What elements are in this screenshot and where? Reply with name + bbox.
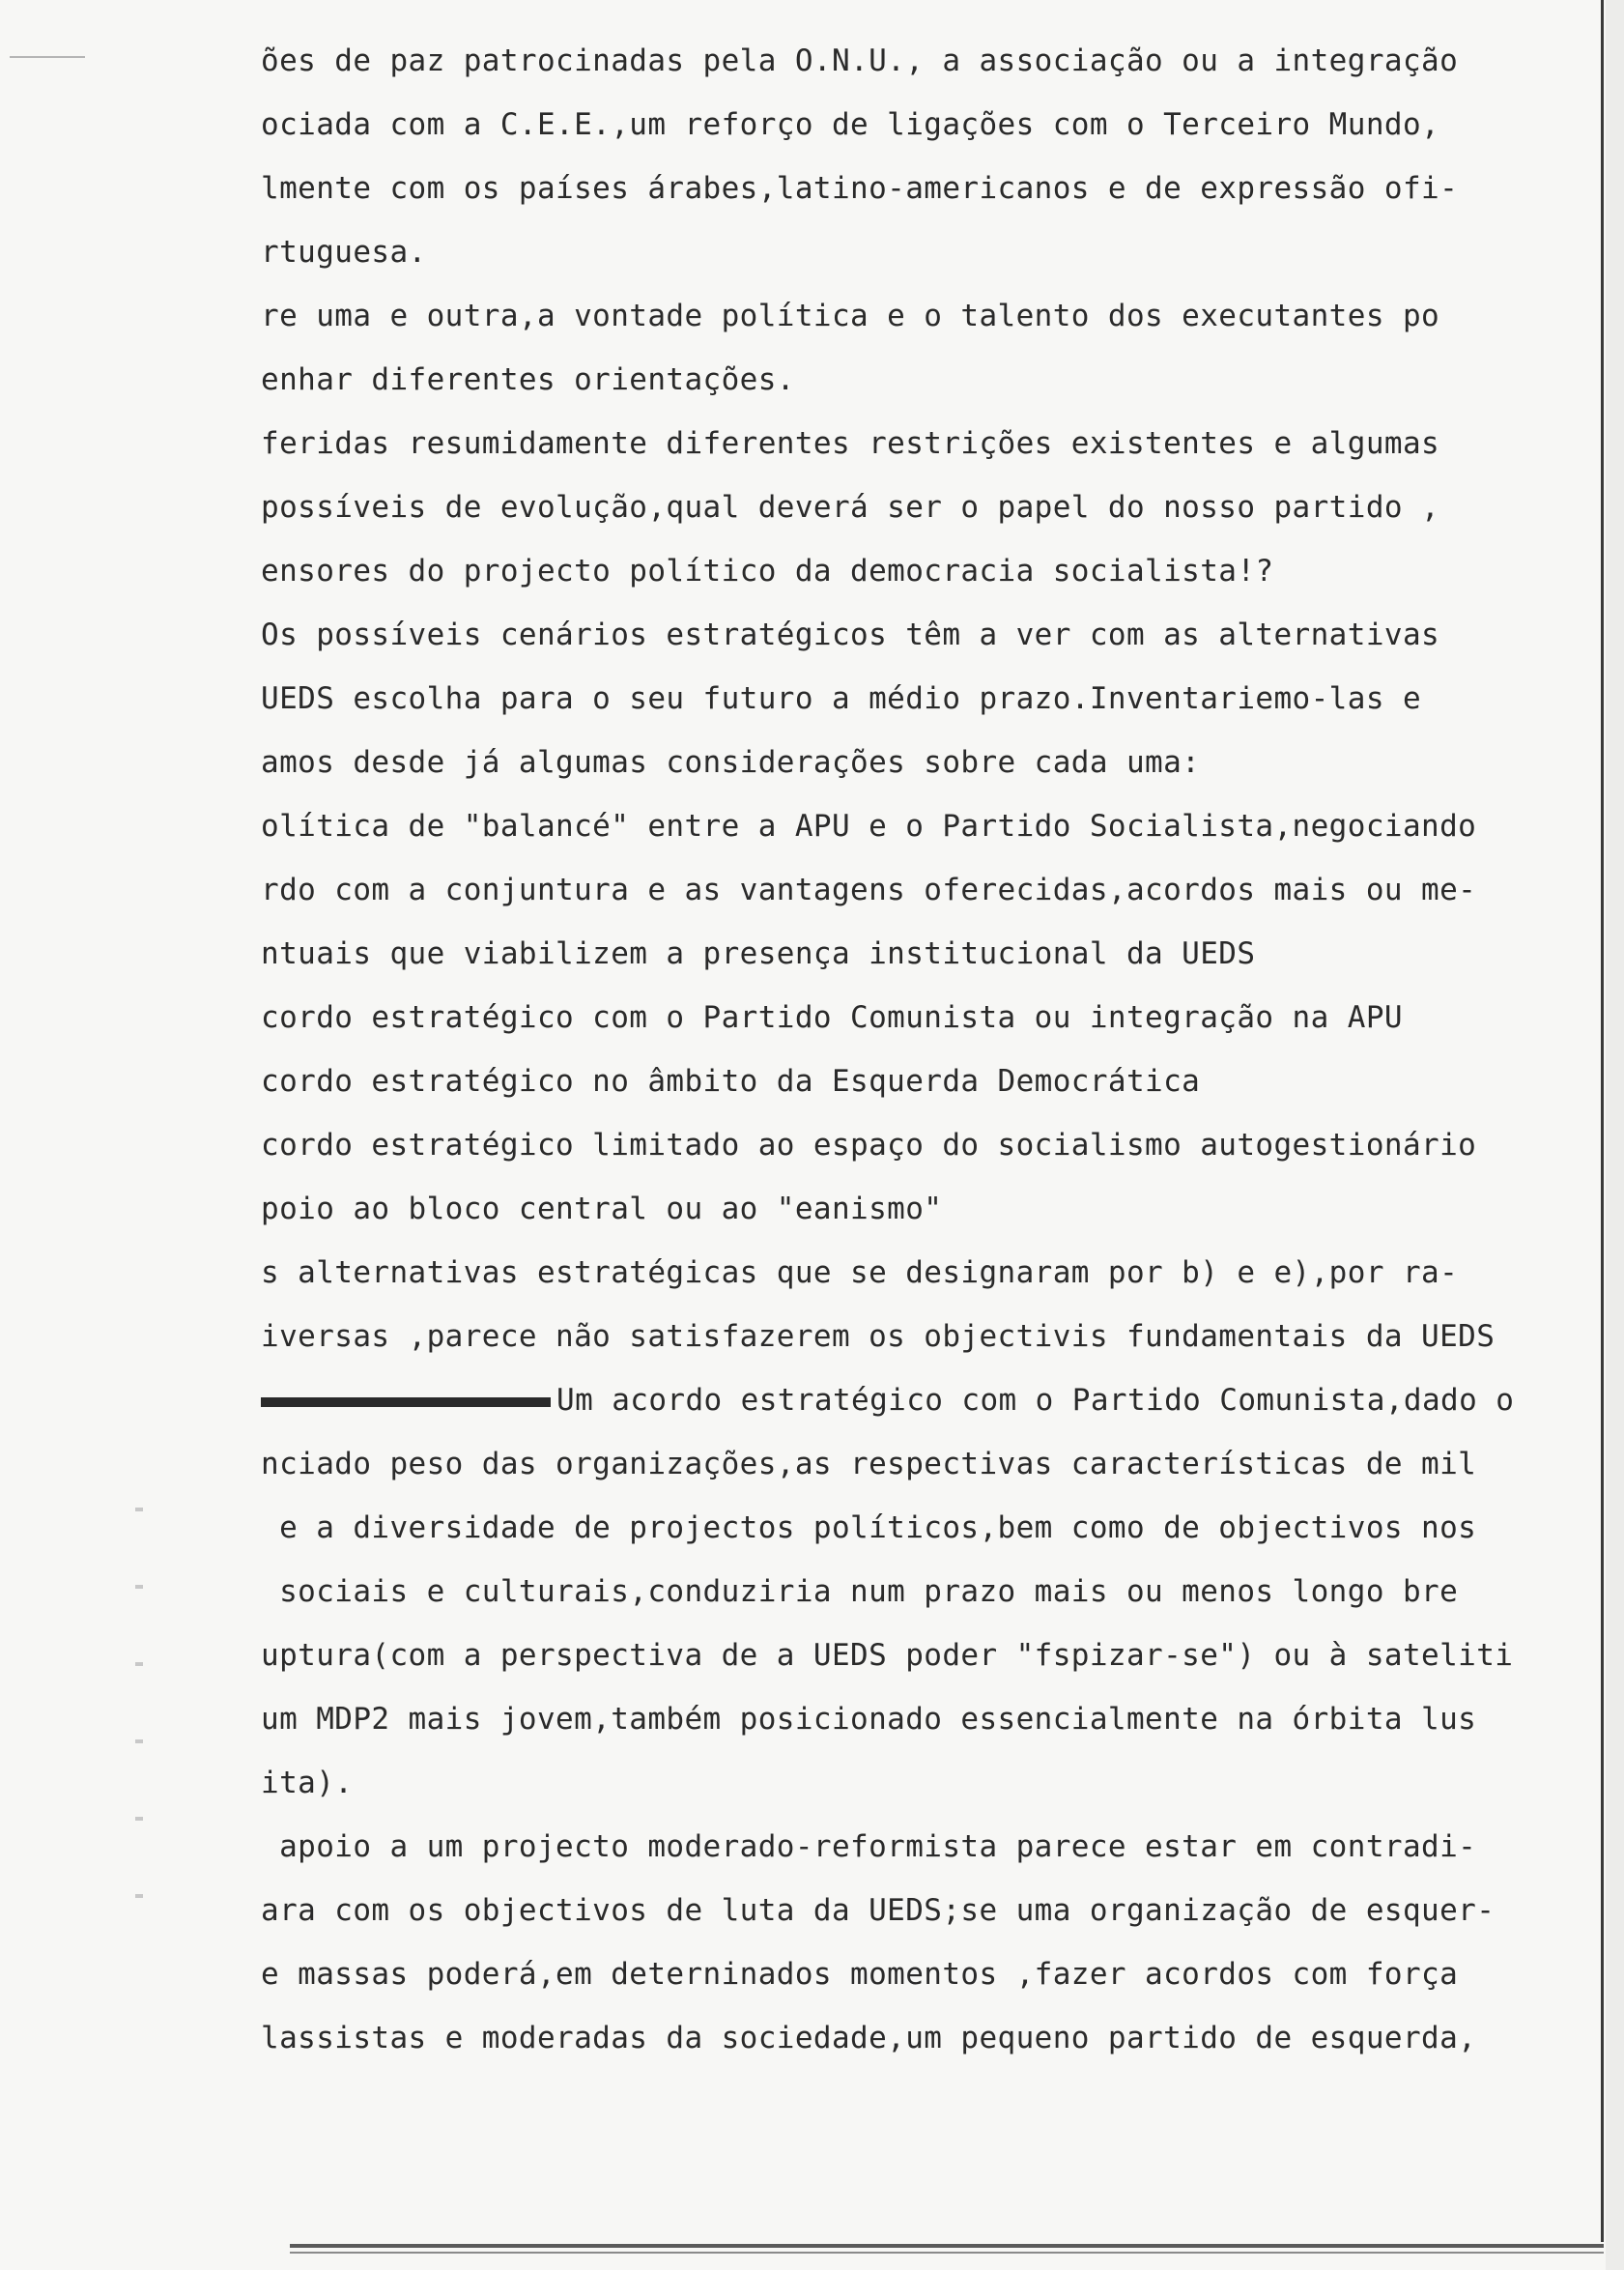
page-edge-bottom (290, 2244, 1604, 2248)
margin-mark (135, 1508, 143, 1511)
text-line: ita). (261, 1766, 354, 1800)
corner-mark (10, 56, 85, 58)
text-line: ões de paz patrocinadas pela O.N.U., a associação ou a integração (261, 43, 1459, 78)
text-line: cordo estratégico no âmbito da Esquerda Democrática (261, 1064, 1201, 1099)
text-line: poio ao bloco central ou ao "eanismo" (261, 1192, 943, 1226)
text-line: iversas ,parece não satisfazerem os objectivis fundamentais da UEDS (261, 1319, 1496, 1354)
crossed-out-text (261, 1397, 551, 1407)
text-line: cordo estratégico limitado ao espaço do socialismo autogestionário (261, 1128, 1477, 1163)
text-line: sociais e culturais,conduziria num prazo mais ou menos longo bre (261, 1574, 1459, 1609)
text-line: ara com os objectivos de luta da UEDS;se uma organização de esquer- (261, 1893, 1496, 1928)
text-line: s alternativas estratégicas que se designaram por b) e e),por ra- (261, 1255, 1459, 1290)
typewritten-text (261, 37, 1599, 2078)
margin-mark (135, 1817, 143, 1821)
text-line: ensores do projecto político da democracia socialista!? (261, 554, 1274, 589)
text-line: enhar diferentes orientações. (261, 362, 795, 397)
margin-mark (135, 1739, 143, 1743)
text-line: feridas resumidamente diferentes restrições existentes e algumas (261, 426, 1440, 461)
text-line: nciado peso das organizações,as respectivas características de mil (261, 1447, 1477, 1481)
text-line: Um acordo estratégico com o Partido Comunista,dado o (556, 1383, 1515, 1418)
text-line: um MDP2 mais jovem,também posicionado essencialmente na órbita lus (261, 1702, 1477, 1737)
text-line: apoio a um projecto moderado-reformista parece estar em contradi- (261, 1829, 1477, 1864)
text-line: rdo com a conjuntura e as vantagens oferecidas,acordos mais ou me- (261, 873, 1477, 907)
page-edge-shadow (1606, 0, 1624, 2270)
text-line: amos desde já algumas considerações sobre cada uma: (261, 745, 1201, 780)
margin-mark (135, 1894, 143, 1898)
text-line: Os possíveis cenários estratégicos têm a ver com as alternativas (261, 618, 1440, 652)
text-line-struck (261, 1376, 1599, 1440)
text-line: uptura(com a perspectiva de a UEDS poder "fspizar-se") ou à sateliti (261, 1638, 1514, 1673)
text-line: e massas poderá,em deterninados momentos ,fazer acordos com força (261, 1957, 1459, 1992)
text-line: lassistas e moderadas da sociedade,um pequeno partido de esquerda, (261, 2021, 1477, 2055)
text-line: UEDS escolha para o seu futuro a médio prazo.Inventariemo-las e (261, 681, 1422, 716)
text-line: re uma e outra,a vontade política e o talento dos executantes po (261, 299, 1440, 333)
text-line: lmente com os países árabes,latino-americanos e de expressão ofi- (261, 171, 1459, 206)
text-line: ociada com a C.E.E.,um reforço de ligações com o Terceiro Mundo, (261, 107, 1440, 142)
margin-mark (135, 1585, 143, 1589)
page-edge-bottom-shadow (290, 2252, 1604, 2254)
margin-mark (135, 1662, 143, 1666)
page-edge-right (1601, 0, 1604, 2242)
text-line: cordo estratégico com o Partido Comunista ou integração na APU (261, 1000, 1403, 1035)
text-line: e a diversidade de projectos políticos,bem como de objectivos nos (261, 1510, 1477, 1545)
text-line: possíveis de evolução,qual deverá ser o papel do nosso partido , (261, 490, 1440, 525)
text-line: ntuais que viabilizem a presença institucional da UEDS (261, 936, 1256, 971)
text-line: rtuguesa. (261, 235, 427, 270)
text-line: olítica de "balancé" entre a APU e o Partido Socialista,negociando (261, 809, 1477, 844)
